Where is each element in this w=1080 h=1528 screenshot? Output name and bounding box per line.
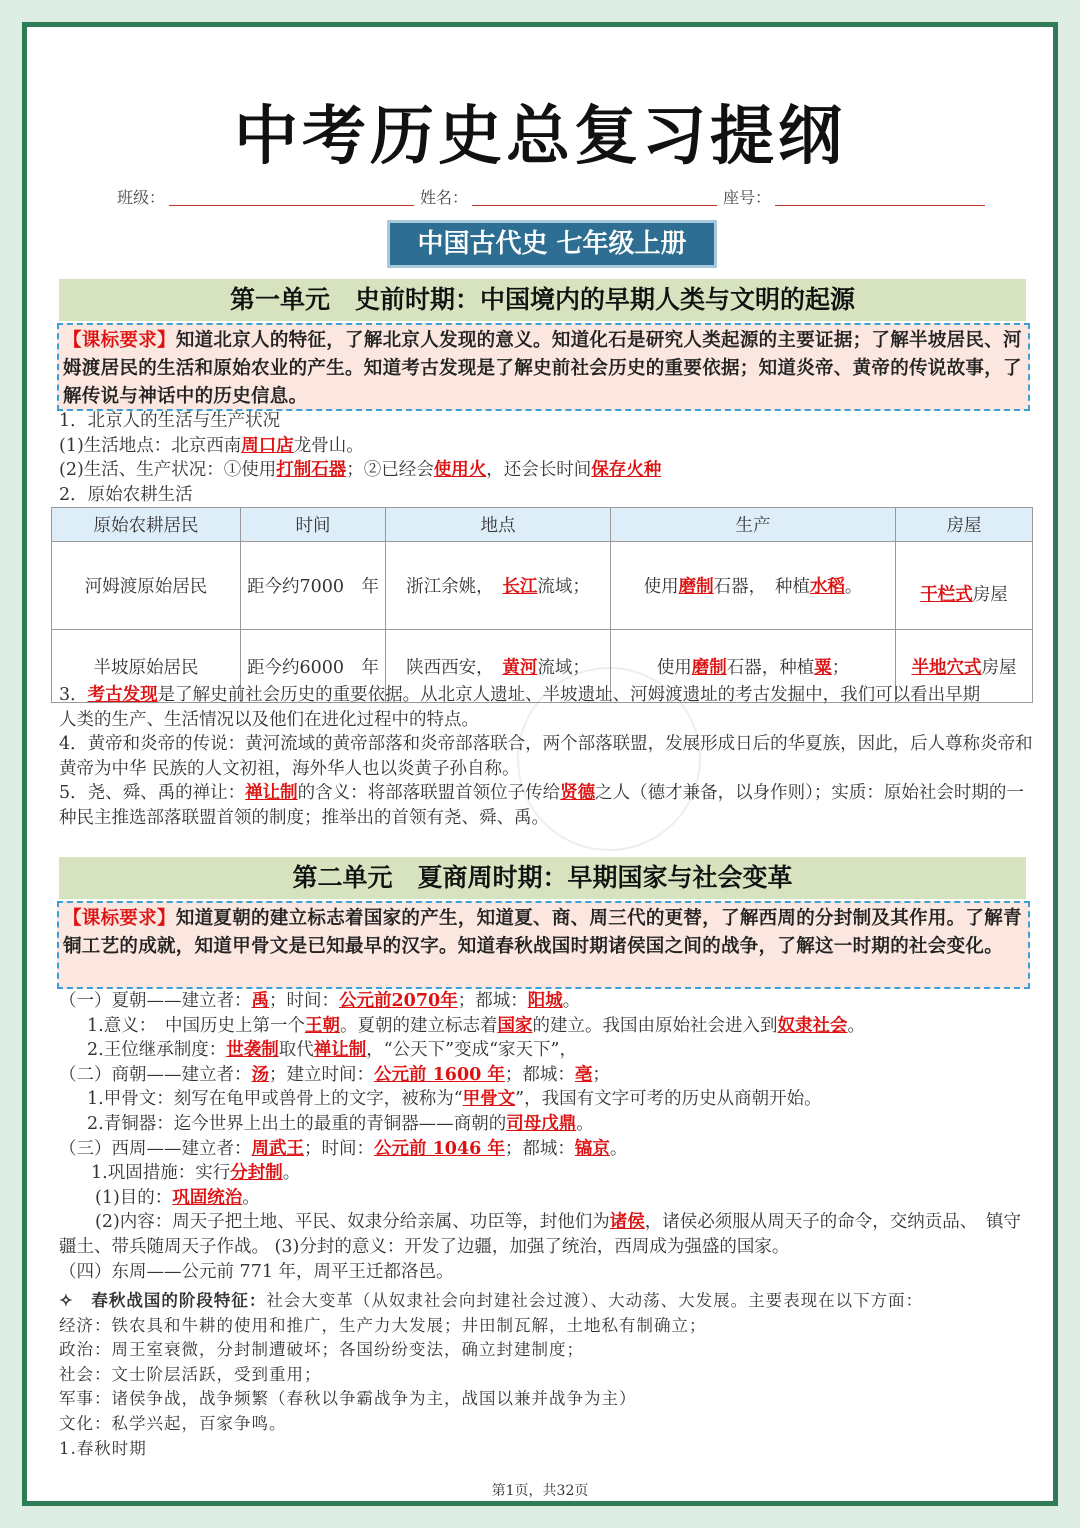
note-line: (1)生活地点：北京西南周口店龙骨山。 xyxy=(59,435,364,456)
note-line: 经济：铁农具和牛耕的使用和推广，生产力大发展；井田制瓦解，土地私有制确立； xyxy=(59,1315,707,1335)
key-term: 保存火种 xyxy=(591,460,662,481)
document-page xyxy=(22,22,1058,1506)
note-line: (2)内容：周天子把土地、平民、奴隶分给亲属、功臣等，封他们为诸侯，诸侯必须服从周天子的命令，交纳贡品、 镇守疆土、带兵随周天子作战。 (3)分封的意义：开发了边疆，加强了统治，西周成为强盛的国家。 xyxy=(59,1212,1022,1257)
key-term: 禅让制 xyxy=(245,783,298,804)
note-line: 1.春秋时期 xyxy=(59,1438,147,1458)
note-line: 1.甲骨文：刻写在龟甲或兽骨上的文字，被称为“甲骨文”，我国有文字可考的历史从商朝开始。 xyxy=(87,1089,822,1110)
table-header: 地点 xyxy=(386,508,611,542)
unit2-requirements xyxy=(57,901,1030,989)
class-blank[interactable] xyxy=(169,189,414,206)
note-line: (2)生活、生产状况：①使用打制石器；②已经会使用火，还会长时间保存火种 xyxy=(59,460,662,481)
page-title: 中考历史总复习提纲 xyxy=(234,100,846,174)
note-line: 2．原始农耕生活 xyxy=(59,484,193,505)
note-line: （三）西周——建立者：周武王；时间：公元前 1046 年；都城：镐京。 xyxy=(59,1138,628,1159)
note-line: 文化：私学兴起，百家争鸣。 xyxy=(59,1413,287,1433)
req-text: 知道北京人的特征，了解北京人发现的意义。知道化石是研究人类起源的主要证据；了解半坡居民、河姆渡居民的生活和原始农业的产生。知道考古发现是了解史前社会历史的重要依据；知道炎帝、黄帝的传说故事，了解传说与神话中的历史信息。 xyxy=(63,330,1022,407)
table-cell: 干栏式房屋 xyxy=(896,542,1033,630)
key-term: 使用火 xyxy=(433,460,487,481)
table-header: 房屋 xyxy=(896,508,1033,542)
note-line: 2.青铜器：迄今世界上出土的最重的青铜器——商朝的司母戊鼎。 xyxy=(87,1113,594,1134)
note-line: 1．北京人的生活与生产状况 xyxy=(59,411,281,431)
table-cell: 半坡原始居民 xyxy=(52,630,241,703)
note-line: （二）商朝——建立者：汤；建立时间：公元前 1600 年；都城：亳； xyxy=(59,1064,610,1085)
note-line: 1.意义： 中国历史上第一个王朝。夏朝的建立标志着国家的建立。我国由原始社会进入到奴隶社会。 xyxy=(87,1015,865,1036)
table-cell: 距今约7000 年 xyxy=(241,542,386,630)
key-term: 贤德 xyxy=(560,783,596,804)
table-header-row xyxy=(52,508,1033,542)
note-line: 1.巩固措施：实行分封制。 xyxy=(91,1163,301,1184)
note-line: 2.王位继承制度：世袭制取代禅让制，“公天下”变成“家天下”， xyxy=(87,1040,577,1061)
req-tag: 【课标要求】 xyxy=(63,330,176,351)
table-cell: 使用磨制石器，种植粟； xyxy=(611,630,896,703)
table-cell: 陕西西安， 黄河流域； xyxy=(386,630,611,703)
table-cell: 半地穴式房屋 xyxy=(896,630,1033,703)
chunqiu-section xyxy=(59,1289,1034,1461)
seat-label: 座号： xyxy=(723,188,772,207)
page-footer: 第1页，共32页 xyxy=(491,1483,589,1499)
table-cell: 使用磨制石器， 种植水稻。 xyxy=(611,542,896,630)
table-header: 生产 xyxy=(611,508,896,542)
class-label: 班级： xyxy=(117,188,166,207)
key-term: 周口店 xyxy=(241,435,294,456)
table-cell: 浙江余姚， 长江流域； xyxy=(386,542,611,630)
key-term: 考古发现 xyxy=(87,685,158,705)
note-line: (1)目的：巩固统治。 xyxy=(95,1187,260,1208)
table-row xyxy=(52,542,1033,630)
unit1-notes xyxy=(59,409,1034,507)
table-cell: 河姆渡原始居民 xyxy=(52,542,241,630)
req-tag: 【课标要求】 xyxy=(63,908,176,929)
name-blank[interactable] xyxy=(472,189,717,206)
table-header: 时间 xyxy=(241,508,386,542)
table-cell: 距今约6000 年 xyxy=(241,630,386,703)
seat-blank[interactable] xyxy=(775,189,985,206)
note-line: 政治：周王室衰微，分封制遭破坏；各国纷纷变法，确立封建制度； xyxy=(59,1340,584,1360)
unit2-notes xyxy=(59,989,1034,1284)
note-line: ✧ 春秋战国的阶段特征：社会大变革（从奴隶社会向封建社会过渡）、大动荡、大发展。主要表现在以下方面： xyxy=(59,1291,924,1310)
note-line: 3．考古发现是了解史前社会历史的重要依据。从北京人遗址、半坡遗址、河姆渡遗址的考古发掘中，我们可以看出早期 xyxy=(59,685,981,705)
note-line: 5．尧、舜、禹的禅让：禅让制的含义：将部落联盟首领位子传给贤德之人（德才兼备，以身作则）；实质：原始社会时期的一种民主推选部落联盟首领的制度；推举出的首领有尧、舜、禹。 xyxy=(59,783,1024,828)
name-label: 姓名： xyxy=(420,188,469,207)
note-line: 人类的生产、生活情况以及他们在进化过程中的特点。 xyxy=(59,709,479,730)
note-line: 社会：文士阶层活跃，受到重用； xyxy=(59,1364,322,1384)
note-line: 4．黄帝和炎帝的传说：黄河流域的黄帝部落和炎帝部落联合，两个部落联盟，发展形成日后的华夏族，因此，后人尊称炎帝和黄帝为中华 民族的人文初祖，海外华人也以炎黄子孙自称。 xyxy=(59,734,1033,779)
note-line: （一）夏朝——建立者：禹；时间：公元前2070年；都城：阳城。 xyxy=(59,991,581,1011)
unit1-requirements xyxy=(57,323,1030,411)
table-header: 原始农耕居民 xyxy=(52,508,241,542)
unit1-notes-2 xyxy=(59,683,1034,831)
book-badge: 中国古代史 七年级上册 xyxy=(387,220,717,268)
req-text: 知道夏朝的建立标志着国家的产生，知道夏、商、周三代的更替，了解西周的分封制及其作用。了解青铜工艺的成就，知道甲骨文是已知最早的汉字。知道春秋战国时期诸侯国之间的战争，了解这一时期的社会变化。 xyxy=(63,908,1022,957)
unit2-heading: 第二单元 夏商周时期：早期国家与社会变革 xyxy=(59,857,1026,899)
note-line: 军事：诸侯争战，战争频繁（春秋以争霸战争为主，战国以兼并战争为主） xyxy=(59,1389,637,1409)
key-term: 打制石器 xyxy=(276,460,347,481)
unit1-heading: 第一单元 史前时期：中国境内的早期人类与文明的起源 xyxy=(59,279,1026,321)
student-info-fields xyxy=(117,185,991,208)
note-line: （四）东周——公元前 771 年，周平王迁都洛邑。 xyxy=(59,1261,454,1282)
farming-table xyxy=(51,507,1033,703)
